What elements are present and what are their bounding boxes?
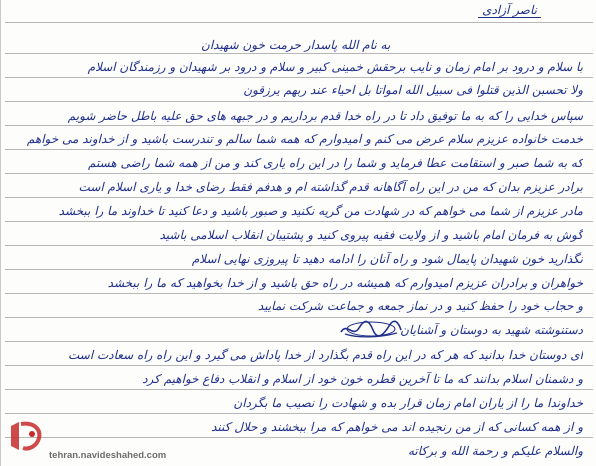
- letter-line: برادر عزیزم بدان که من در این راه آگاهانه قدم گذاشته ام و هدفم فقط رضای خدا و یاری اسلام است: [78, 180, 583, 194]
- ruled-line: [5, 365, 593, 366]
- watermark-url: tehran.navideshahed.com: [49, 450, 167, 461]
- ruled-line: [5, 317, 593, 318]
- letter-line: ولا تحسبن الذین قتلوا فی سبیل الله امواتا بل احیاء عند ربهم یرزقون: [243, 83, 583, 97]
- ruled-line: [5, 221, 593, 222]
- ruled-line: [5, 197, 593, 198]
- letter-line: که به شما صبر و استقامت عطا فرماید و شما را در این راه یاری کند و من از همه شما راضی هستم: [88, 156, 583, 170]
- letter-line: مادر عزیزم از شما می خواهم که در شهادت من گریه نکنید و صبور باشید و دعا کنید تا خداوند ما را ببخشد: [58, 204, 583, 218]
- ruled-line: [5, 22, 593, 23]
- letter-line: ای دوستان خدا بدانید که هر که در این راه قدم بگذارد از خدا پاداش می گیرد و این راه راه سعادت است: [68, 348, 583, 362]
- ruled-line: [5, 269, 593, 270]
- ruled-line: [5, 101, 593, 102]
- navideshahed-logo-icon: [5, 416, 45, 456]
- ruled-line: [5, 149, 593, 150]
- letter-line: والسلام علیکم و رحمة الله و برکاته: [407, 444, 583, 458]
- watermark: [1, 410, 191, 466]
- ruled-line: [5, 53, 593, 54]
- letter-line: خواهران و برادران عزیزم امیدوارم که همیشه در راه حق باشید و از خدا بخواهید که ما را ببخشد: [107, 276, 583, 290]
- ruled-line: [5, 293, 593, 294]
- author-name: ناصر آزادی: [478, 3, 541, 18]
- ruled-line: [5, 125, 593, 126]
- letter-line: با سلام و درود بر امام زمان و نایب برحقش خمینی کبیر و سلام و درود بر شهیدان و رزمندگان اسلام: [87, 60, 583, 74]
- bismillah-heading: به نام الله پاسدار حرمت خون شهیدان: [201, 38, 391, 52]
- ruled-line: [5, 389, 593, 390]
- letter-line: دستنوشته شهید به دوستان و آشنایان: [400, 323, 583, 337]
- letter-line: خداوندا ما را از یاران امام زمان قرار بده و شهادت را نصیب ما بگردان: [233, 396, 583, 410]
- ruled-line: [5, 245, 593, 246]
- ruled-line: [5, 341, 593, 342]
- signature: [339, 318, 403, 340]
- letter-line: سپاس خدایی را که به ما توفیق داد تا در راه خدا قدم برداریم و در جبهه های حق علیه باطل حاضر شویم: [67, 109, 583, 123]
- letter-line: گوش به فرمان امام باشید و از ولایت فقیه پیروی کنید و پشتیبان انقلاب اسلامی باشید: [159, 228, 583, 242]
- letter-line: و حجاب خود را حفظ کنید و در نماز جمعه و جماعت شرکت نمایید: [257, 299, 583, 313]
- letter-line: و از همه کسانی که از من رنجیده اند می خواهم که مرا ببخشند و حلال کنند: [211, 420, 583, 434]
- letter-line: و دشمنان اسلام بدانند که ما تا آخرین قطره خون خود از اسلام و انقلاب دفاع خواهیم کرد: [142, 372, 583, 386]
- letter-line: خدمت خانواده عزیزم سلام عرض می کنم و امیدوارم که همه شما سالم و تندرست باشید و از خداوند می خواهم: [26, 132, 583, 146]
- ruled-line: [5, 173, 593, 174]
- ruled-line: [5, 77, 593, 78]
- letter-line: نگذارید خون شهیدان پایمال شود و راه آنان را ادامه دهید تا پیروزی نهایی اسلام: [191, 252, 583, 266]
